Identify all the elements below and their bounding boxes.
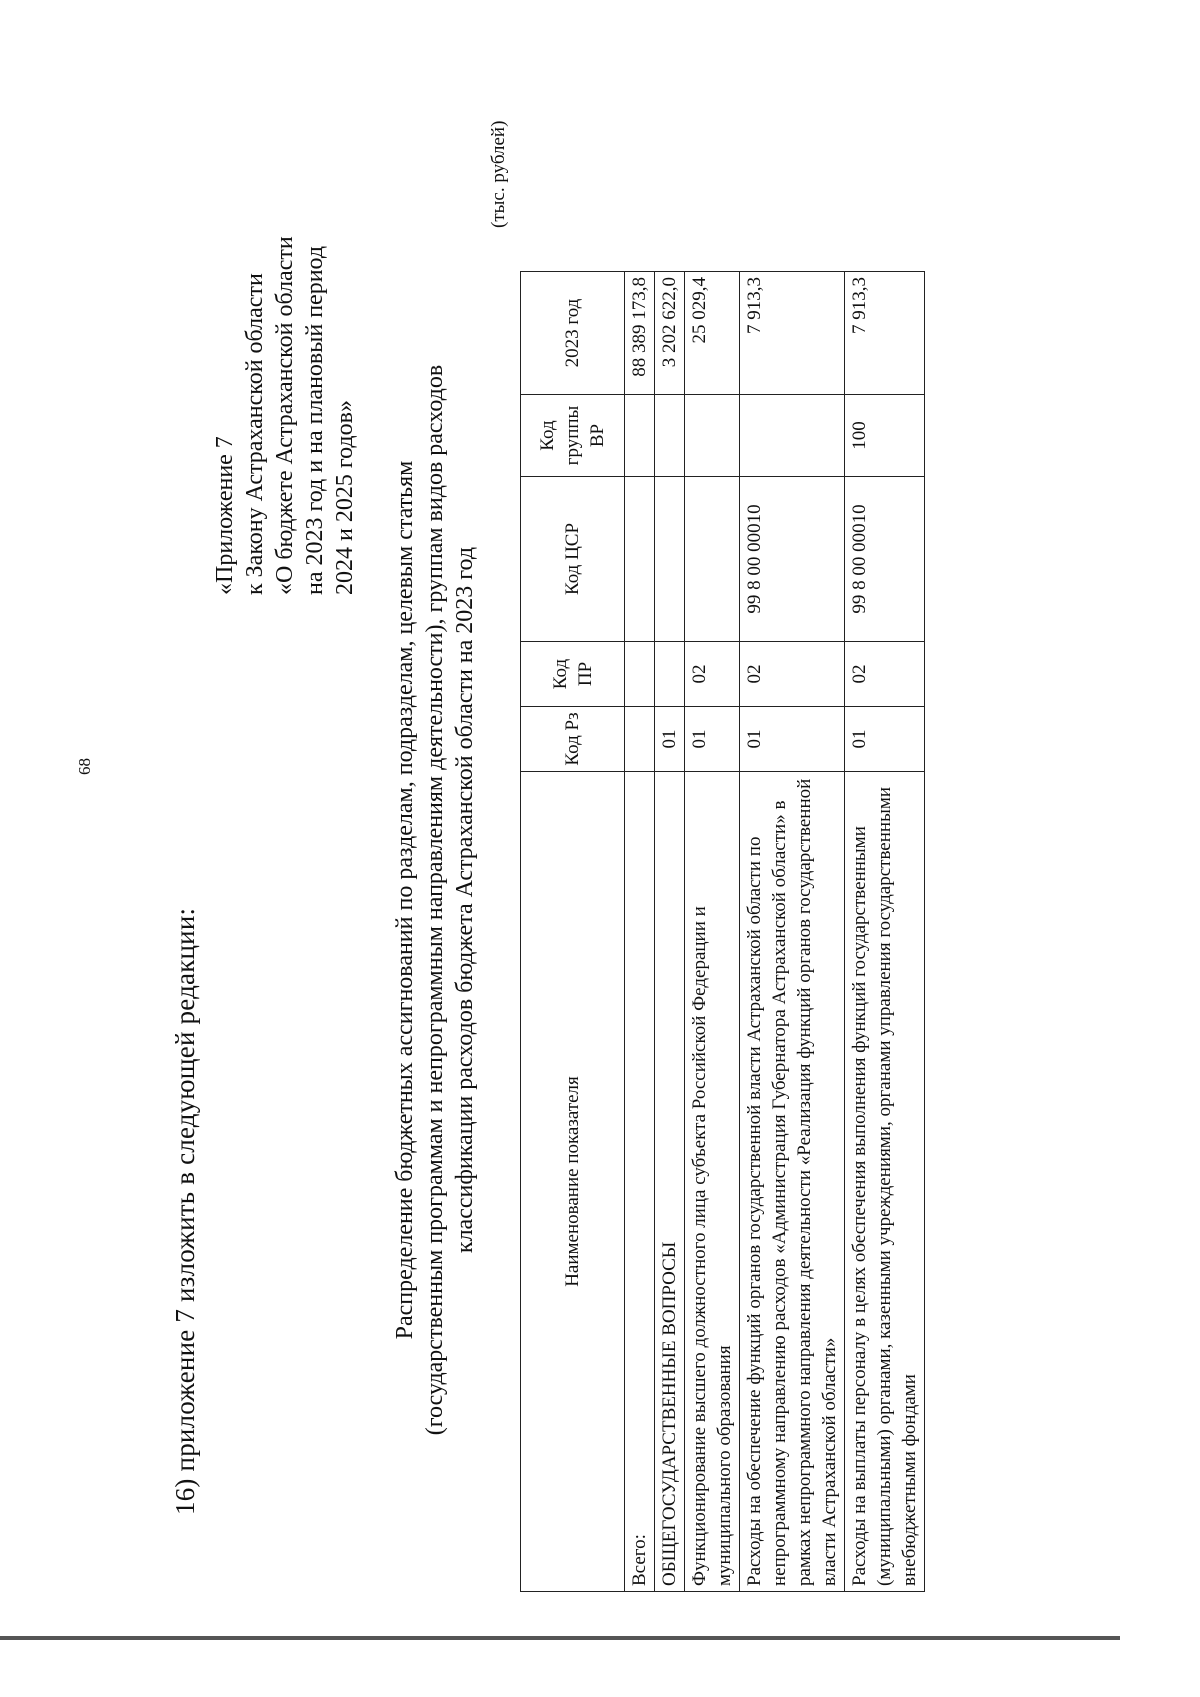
cell-rz: 01 <box>740 707 845 772</box>
heading-line: классификации расходов бюджета Астраханской области на 2023 год <box>452 546 478 1254</box>
header-sum: 2023 год <box>521 272 625 395</box>
heading-line: Распределение бюджетных ассигнований по разделам, подразделам, целевым статьям <box>392 460 418 1340</box>
cell-sum: 7 913,3 <box>740 272 845 395</box>
cell-pr: 02 <box>845 642 925 707</box>
cell-sum: 3 202 622,0 <box>655 272 685 395</box>
appendix-reference <box>210 0 360 595</box>
cell-vr <box>625 395 655 477</box>
cell-rz: 01 <box>655 707 685 772</box>
appendix-line: 2024 и 2025 годов» <box>332 400 358 595</box>
cell-csr <box>625 477 655 642</box>
table-row <box>655 272 685 1592</box>
header-csr: Код ЦСР <box>521 477 625 642</box>
appendix-line: «Приложение 7 <box>212 436 238 595</box>
header-name: Наименование показателя <box>521 772 625 1592</box>
cell-csr <box>685 477 740 642</box>
cell-sum: 25 029,4 <box>685 272 740 395</box>
table-row <box>740 272 845 1592</box>
rotated-page <box>0 20 1120 1640</box>
cell-sum: 88 389 173,8 <box>625 272 655 395</box>
header-vr: Код группы ВР <box>521 395 625 477</box>
heading-line: (государственным программам и непрограммным направлениям деятельности), группам видов расходов <box>422 364 448 1436</box>
intro-text: 16) приложение 7 изложить в следующей редакции: <box>170 907 200 1515</box>
cell-name: ОБЩЕГОСУДАРСТВЕННЫЕ ВОПРОСЫ <box>655 772 685 1592</box>
scan-edge-rule <box>0 1636 1120 1640</box>
page-number: 68 <box>75 758 94 775</box>
table-row <box>845 272 925 1592</box>
cell-name: Всего: <box>625 772 655 1592</box>
cell-vr <box>740 395 845 477</box>
table-header-row <box>521 272 625 1592</box>
cell-pr: 02 <box>740 642 845 707</box>
header-rz: Код Рз <box>521 707 625 772</box>
cell-vr <box>655 395 685 477</box>
appendix-line: к Закону Астраханской области <box>242 273 268 595</box>
appendix-line: на 2023 год и на плановый период <box>302 245 328 595</box>
header-pr: Код ПР <box>521 642 625 707</box>
document-heading <box>390 320 480 1480</box>
cell-csr: 99 8 00 00010 <box>845 477 925 642</box>
budget-table <box>520 271 925 1592</box>
cell-csr: 99 8 00 00010 <box>740 477 845 642</box>
cell-vr: 100 <box>845 395 925 477</box>
cell-csr <box>655 477 685 642</box>
cell-name: Расходы на обеспечение функций органов государственной власти Астраханской области по непрограммному направлению расходов «Администрация Губернатора Астраханской области» в рамках непрограммного направления деятельности «Реализация функций органов государственной власти Астраханской области» <box>740 772 845 1592</box>
cell-pr: 02 <box>685 642 740 707</box>
table-row <box>625 272 655 1592</box>
cell-rz: 01 <box>685 707 740 772</box>
cell-sum: 7 913,3 <box>845 272 925 395</box>
cell-name: Функционирование высшего должностного лица субъекта Российской Федерации и муниципального образования <box>685 772 740 1592</box>
cell-rz: 01 <box>845 707 925 772</box>
cell-vr <box>685 395 740 477</box>
cell-name: Расходы на выплаты персоналу в целях обеспечения выполнения функций государственными (муниципальными) органами, казенными учреждениями, органами управления государственными внебюджетными фондами <box>845 772 925 1592</box>
cell-pr <box>625 642 655 707</box>
table-row <box>685 272 740 1592</box>
cell-pr <box>655 642 685 707</box>
units-label: (тыс. рублей) <box>488 120 509 228</box>
appendix-line: «О бюджете Астраханской области <box>272 236 298 595</box>
cell-rz <box>625 707 655 772</box>
